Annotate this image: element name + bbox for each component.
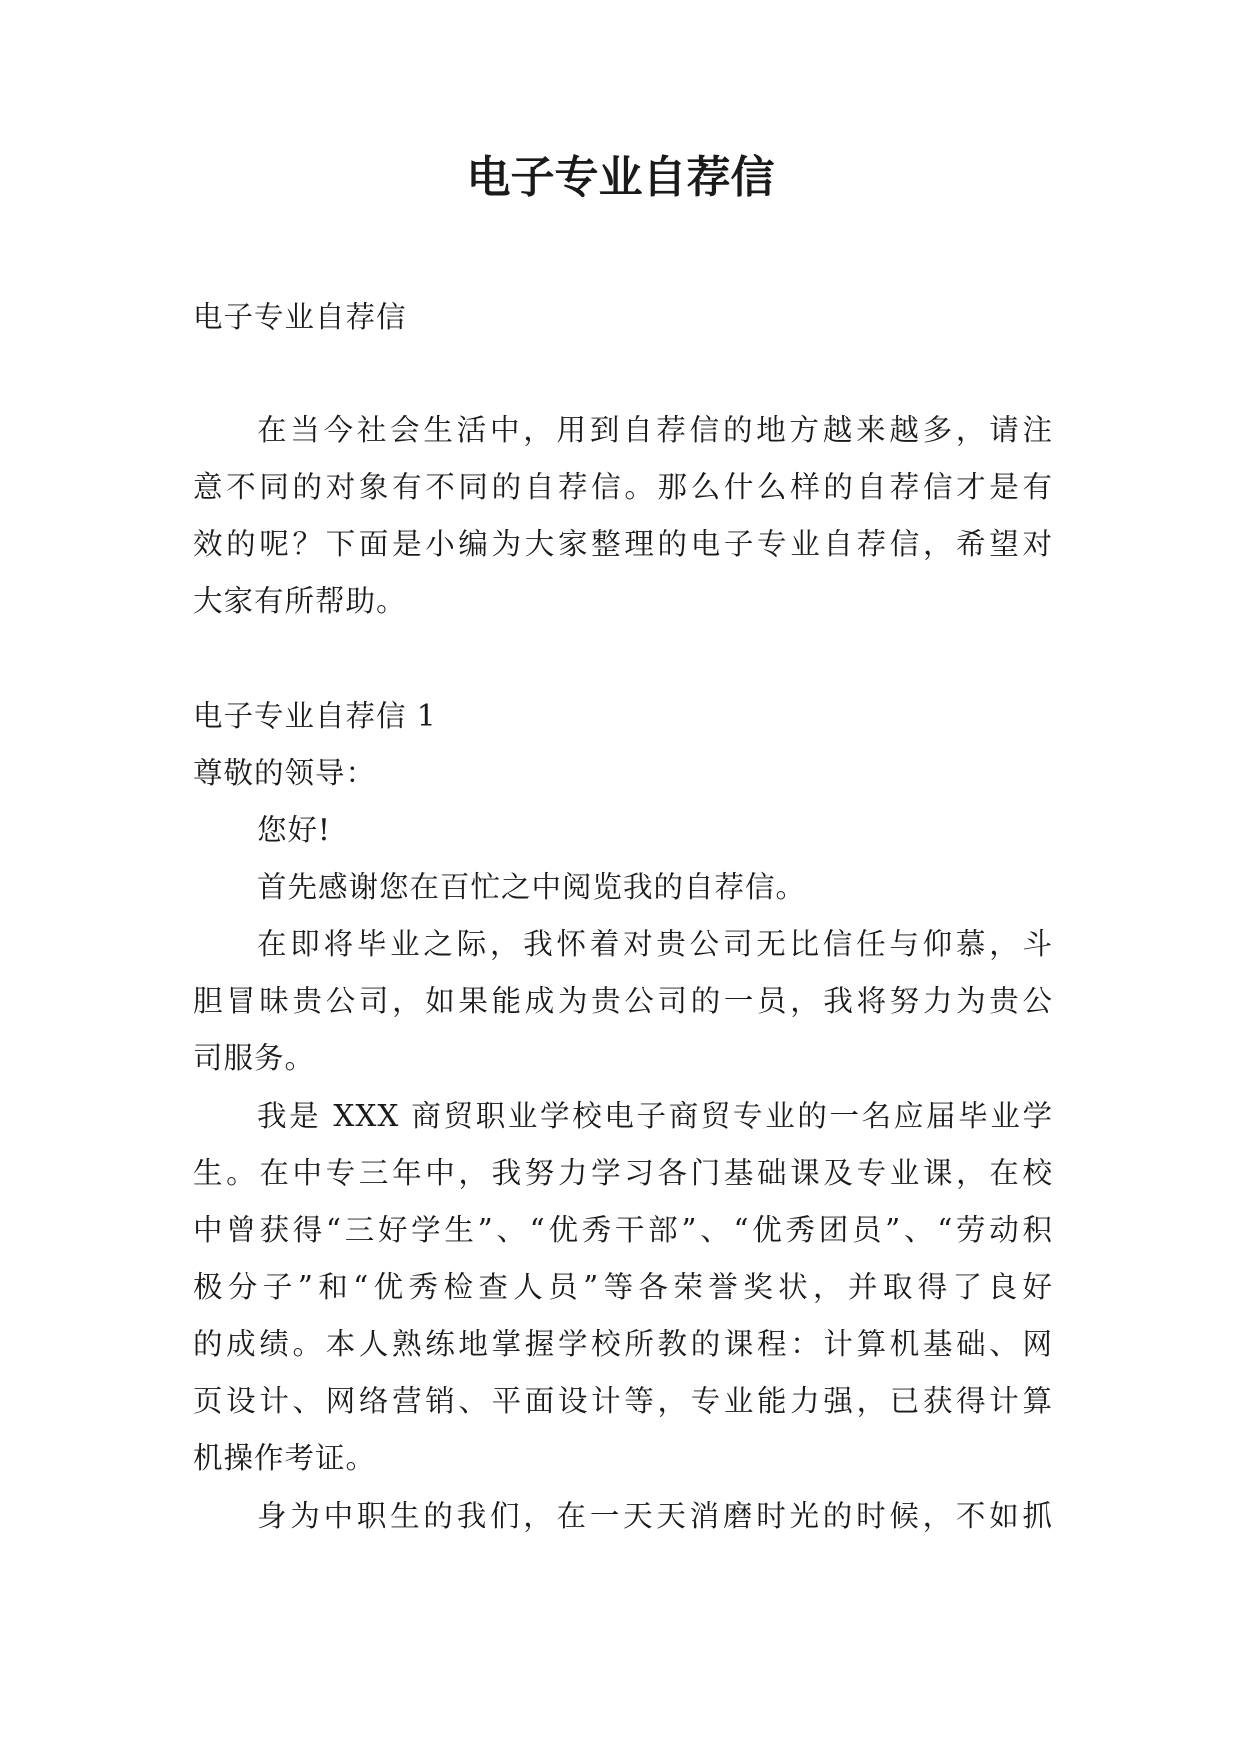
para2-line-1: 我是 XXX 商贸职业学校电子商贸专业的一名应届毕业学 — [257, 1099, 1053, 1133]
intro-line-4: 大家有所帮助。 — [193, 584, 407, 618]
para2-line-5: 的成绩。本人熟练地掌握学校所教的课程：计算机基础、网 — [193, 1327, 1053, 1361]
thanks-line: 首先感谢您在百忙之中阅览我的自荐信。 — [257, 870, 807, 904]
greeting: 您好! — [257, 813, 331, 847]
intro-line-3: 效的呢？下面是小编为大家整理的电子专业自荐信，希望对 — [193, 527, 1053, 561]
document-subtitle: 电子专业自荐信 — [193, 300, 407, 334]
intro-line-1: 在当今社会生活中，用到自荐信的地方越来越多，请注 — [257, 413, 1053, 447]
para1-line-1: 在即将毕业之际，我怀着对贵公司无比信任与仰慕，斗 — [257, 927, 1053, 961]
para2-line-4: 极分子”和“优秀检查人员”等各荣誉奖状，并取得了良好 — [193, 1270, 1053, 1304]
para2-line-7: 机操作考证。 — [193, 1441, 377, 1475]
para2-line-6: 页设计、网络营销、平面设计等，专业能力强，已获得计算 — [193, 1384, 1053, 1418]
section-heading: 电子专业自荐信 1 — [193, 699, 437, 733]
para1-line-3: 司服务。 — [193, 1041, 316, 1075]
intro-line-2: 意不同的对象有不同的自荐信。那么什么样的自荐信才是有 — [193, 470, 1053, 504]
para3-line-1: 身为中职生的我们，在一天天消磨时光的时候，不如抓 — [257, 1499, 1053, 1533]
salutation: 尊敬的领导： — [193, 756, 377, 790]
para2-line-3: 中曾获得“三好学生”、“优秀干部”、“优秀团员”、“劳动积 — [193, 1213, 1053, 1247]
para2-line-2: 生。在中专三年中，我努力学习各门基础课及专业课，在校 — [193, 1156, 1053, 1190]
document-title: 电子专业自荐信 — [466, 152, 775, 203]
para1-line-2: 胆冒昧贵公司，如果能成为贵公司的一员，我将努力为贵公 — [193, 984, 1053, 1018]
